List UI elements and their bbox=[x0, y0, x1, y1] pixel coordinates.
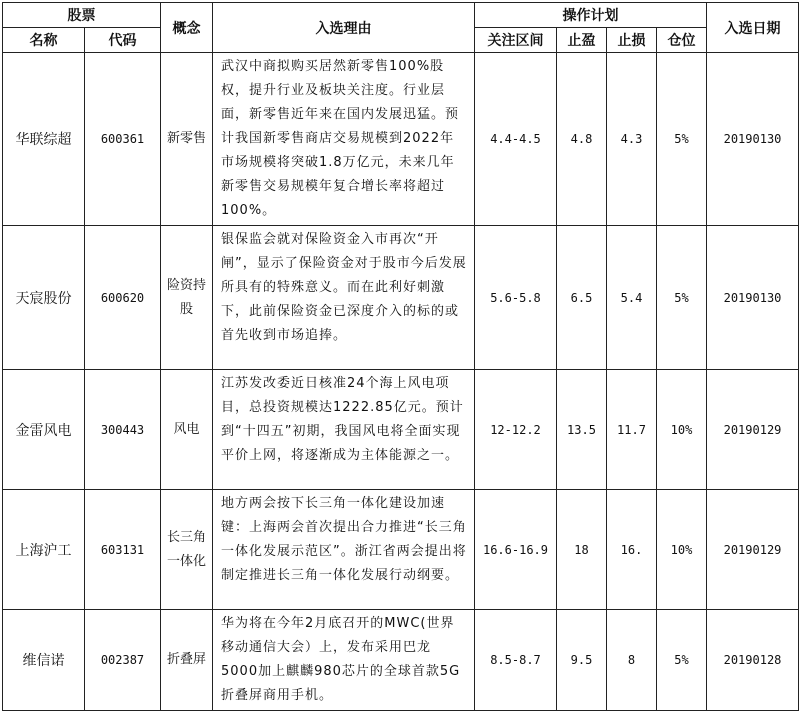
stock-range: 5.6-5.8 bbox=[475, 226, 557, 370]
stock-name: 华联综超 bbox=[3, 53, 85, 226]
stock-take-profit: 4.8 bbox=[557, 53, 607, 226]
table-row bbox=[3, 490, 799, 610]
stock-picks-table bbox=[2, 2, 799, 711]
stock-date: 20190128 bbox=[707, 610, 799, 711]
stock-stop-loss: 4.3 bbox=[607, 53, 657, 226]
stock-stop-loss: 5.4 bbox=[607, 226, 657, 370]
stock-concept: 风电 bbox=[161, 370, 213, 490]
stock-concept: 新零售 bbox=[161, 53, 213, 226]
table-row bbox=[3, 370, 799, 490]
stock-position: 5% bbox=[657, 226, 707, 370]
header-reason: 入选理由 bbox=[213, 3, 475, 53]
header-stop-loss: 止损 bbox=[607, 28, 657, 53]
stock-code: 600361 bbox=[85, 53, 161, 226]
header-take-profit: 止盈 bbox=[557, 28, 607, 53]
stock-reason: 华为将在今年2月底召开的MWC(世界移动通信大会）上，发布采用巴龙5000加上麒麟980芯片的全球首款5G折叠屏商用手机。 bbox=[213, 610, 475, 711]
stock-reason: 武汉中商拟购买居然新零售100%股权，提升行业及板块关注度。行业层面，新零售近年来在国内发展迅猛。预计我国新零售商店交易规模到2022年市场规模将突破1.8万亿元，未来几年新零售交易规模年复合增长率将超过100%。 bbox=[213, 53, 475, 226]
stock-range: 4.4-4.5 bbox=[475, 53, 557, 226]
stock-take-profit: 6.5 bbox=[557, 226, 607, 370]
stock-code: 600620 bbox=[85, 226, 161, 370]
stock-code: 002387 bbox=[85, 610, 161, 711]
stock-code: 603131 bbox=[85, 490, 161, 610]
stock-reason: 江苏发改委近日核准24个海上风电项目，总投资规模达1222.85亿元。预计到“十四五”初期，我国风电将全面实现平价上网，将逐渐成为主体能源之一。 bbox=[213, 370, 475, 490]
stock-position: 5% bbox=[657, 610, 707, 711]
stock-stop-loss: 8 bbox=[607, 610, 657, 711]
stock-take-profit: 18 bbox=[557, 490, 607, 610]
stock-name: 天宸股份 bbox=[3, 226, 85, 370]
stock-stop-loss: 16. bbox=[607, 490, 657, 610]
stock-concept: 险资持股 bbox=[161, 226, 213, 370]
header-stock-group: 股票 bbox=[3, 3, 161, 28]
stock-reason: 银保监会就对保险资金入市再次“开闸”，显示了保险资金对于股市今后发展所具有的特殊意义。而在此利好刺激下，此前保险资金已深度介入的标的或首先收到市场追捧。 bbox=[213, 226, 475, 370]
header-concept: 概念 bbox=[161, 3, 213, 53]
table-row bbox=[3, 53, 799, 226]
stock-position: 10% bbox=[657, 370, 707, 490]
stock-date: 20190130 bbox=[707, 53, 799, 226]
stock-range: 12-12.2 bbox=[475, 370, 557, 490]
stock-concept: 折叠屏 bbox=[161, 610, 213, 711]
stock-position: 5% bbox=[657, 53, 707, 226]
stock-range: 16.6-16.9 bbox=[475, 490, 557, 610]
header-range: 关注区间 bbox=[475, 28, 557, 53]
stock-reason: 地方两会按下长三角一体化建设加速键：上海两会首次提出合力推进“长三角一体化发展示范区”。浙江省两会提出将制定推进长三角一体化发展行动纲要。 bbox=[213, 490, 475, 610]
table-row bbox=[3, 610, 799, 711]
stock-name: 上海沪工 bbox=[3, 490, 85, 610]
header-plan-group: 操作计划 bbox=[475, 3, 707, 28]
stock-date: 20190129 bbox=[707, 370, 799, 490]
stock-code: 300443 bbox=[85, 370, 161, 490]
stock-stop-loss: 11.7 bbox=[607, 370, 657, 490]
stock-position: 10% bbox=[657, 490, 707, 610]
stock-date: 20190130 bbox=[707, 226, 799, 370]
stock-range: 8.5-8.7 bbox=[475, 610, 557, 711]
header-code: 代码 bbox=[85, 28, 161, 53]
stock-concept: 长三角一体化 bbox=[161, 490, 213, 610]
stock-date: 20190129 bbox=[707, 490, 799, 610]
stock-name: 维信诺 bbox=[3, 610, 85, 711]
header-name: 名称 bbox=[3, 28, 85, 53]
stock-take-profit: 13.5 bbox=[557, 370, 607, 490]
stock-name: 金雷风电 bbox=[3, 370, 85, 490]
header-position: 仓位 bbox=[657, 28, 707, 53]
table-row bbox=[3, 226, 799, 370]
header-date: 入选日期 bbox=[707, 3, 799, 53]
stock-take-profit: 9.5 bbox=[557, 610, 607, 711]
